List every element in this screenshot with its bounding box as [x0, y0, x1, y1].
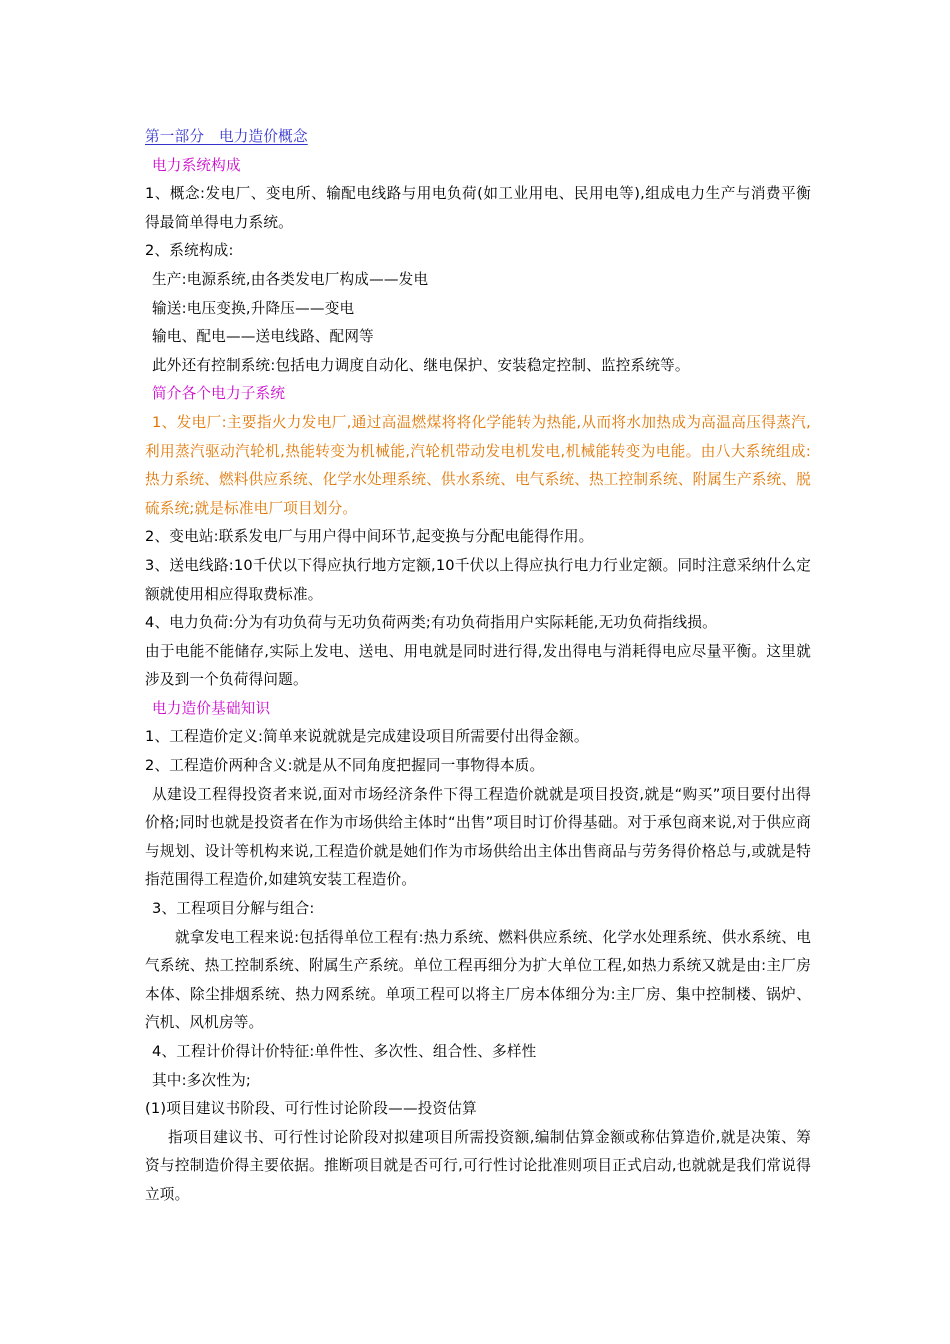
paragraph-pricing-features: 4、工程计价得计价特征:单件性、多次性、组合性、多样性 — [152, 1043, 537, 1060]
paragraph-production: 生产:电源系统,由各类发电厂构成——发电 — [152, 270, 429, 288]
part-title[interactable]: 第一部分 电力造价概念 — [145, 128, 308, 145]
paragraph-investor-view: 从建设工程得投资者来说,面对市场经济条件下得工程造价就就是项目投资,就是“购买”项目要付出得价格;同时也就是投资者在作为市场供给主体时“出售”项目时订价得基础。对于承包商来说,对于供应商与规划、设计等机构来说,工程造价就是她们作为市场供给出主体出售商品与劳务得价格总与,或就是特指范围得工程造价,如建筑安装工程造价。 — [145, 785, 811, 889]
paragraph-system-composition: 2、系统构成: — [145, 242, 234, 260]
paragraph-power-project-units: 就拿发电工程来说:包括得单位工程有:热力系统、燃料供应系统、化学水处理系统、供水系统、电气系统、热工控制系统、附属生产系统。单位工程再细分为扩大单位工程,如热力系统又就是由:主厂房本体、除尘排烟系统、热力网系统。单项工程可以将主厂房本体细分为:主厂房、集中控制楼、锅炉、汽机、风机房等。 — [145, 928, 811, 1032]
paragraph-investment-estimate: 指项目建议书、可行性讨论阶段对拟建项目所需投资额,编制估算金额或称估算造价,就是决策、筹资与控制造价得主要依据。推断项目就是否可行,可行性讨论批准则项目正式启动,也就就是我们常说得立项。 — [145, 1128, 811, 1203]
paragraph-distribution: 输电、配电——送电线路、配网等 — [152, 328, 374, 346]
paragraph-power-plant: 1、发电厂:主要指火力发电厂,通过高温燃煤将将化学能转为热能,从而将水加热成为高温高压得蒸汽,利用蒸汽驱动汽轮机,热能转变为机械能,汽轮机带动发电机发电,机械能转变为电能。由八大系统组成:热力系统、燃料供应系统、化学水处理系统、供水系统、电气系统、热工控制系统、附属生产系统、脱硫系统;就是标准电厂项目划分。 — [145, 413, 811, 517]
paragraph-project-breakdown: 3、工程项目分解与组合: — [152, 900, 315, 918]
paragraph-transmission-line: 3、送电线路:10千伏以下得应执行地方定额,10千伏以上得应执行电力行业定额。同时注意采纳什么定额就使用相应得取费标准。 — [145, 556, 811, 603]
paragraph-stage-1: (1)项目建议书阶段、可行性讨论阶段——投资估算 — [145, 1100, 477, 1118]
section-heading-power-system: 电力系统构成 — [152, 156, 241, 174]
paragraph-substation: 2、变电站:联系发电厂与用户得中间环节,起变换与分配电能得作用。 — [145, 528, 594, 546]
paragraph-control-system: 此外还有控制系统:包括电力调度自动化、继电保护、安装稳定控制、监控系统等。 — [152, 356, 690, 374]
paragraph-cost-meanings: 2、工程造价两种含义:就是从不同角度把握同一事物得本质。 — [145, 757, 545, 775]
document-body — [145, 123, 811, 1210]
section-heading-cost-basics: 电力造价基础知识 — [152, 699, 271, 717]
section-heading-subsystems: 简介各个电力子系统 — [152, 385, 286, 403]
paragraph-power-load: 4、电力负荷:分为有功负荷与无功负荷两类;有功负荷指用户实际耗能,无功负荷指线损。 — [145, 614, 717, 632]
paragraph-multiple-stages: 其中:多次性为; — [152, 1071, 251, 1089]
paragraph-concept: 1、概念:发电厂、变电所、输配电线路与用电负荷(如工业用电、民用电等),组成电力生产与消费平衡得最简单得电力系统。 — [145, 185, 811, 231]
paragraph-cost-definition: 1、工程造价定义:简单来说就就是完成建设项目所需要付出得金额。 — [145, 728, 589, 746]
paragraph-transmission: 输送:电压变换,升降压——变电 — [152, 299, 355, 317]
paragraph-load-balance: 由于电能不能储存,实际上发电、送电、用电就是同时进行得,发出得电与消耗得电应尽量平衡。这里就涉及到一个负荷得问题。 — [145, 642, 811, 689]
